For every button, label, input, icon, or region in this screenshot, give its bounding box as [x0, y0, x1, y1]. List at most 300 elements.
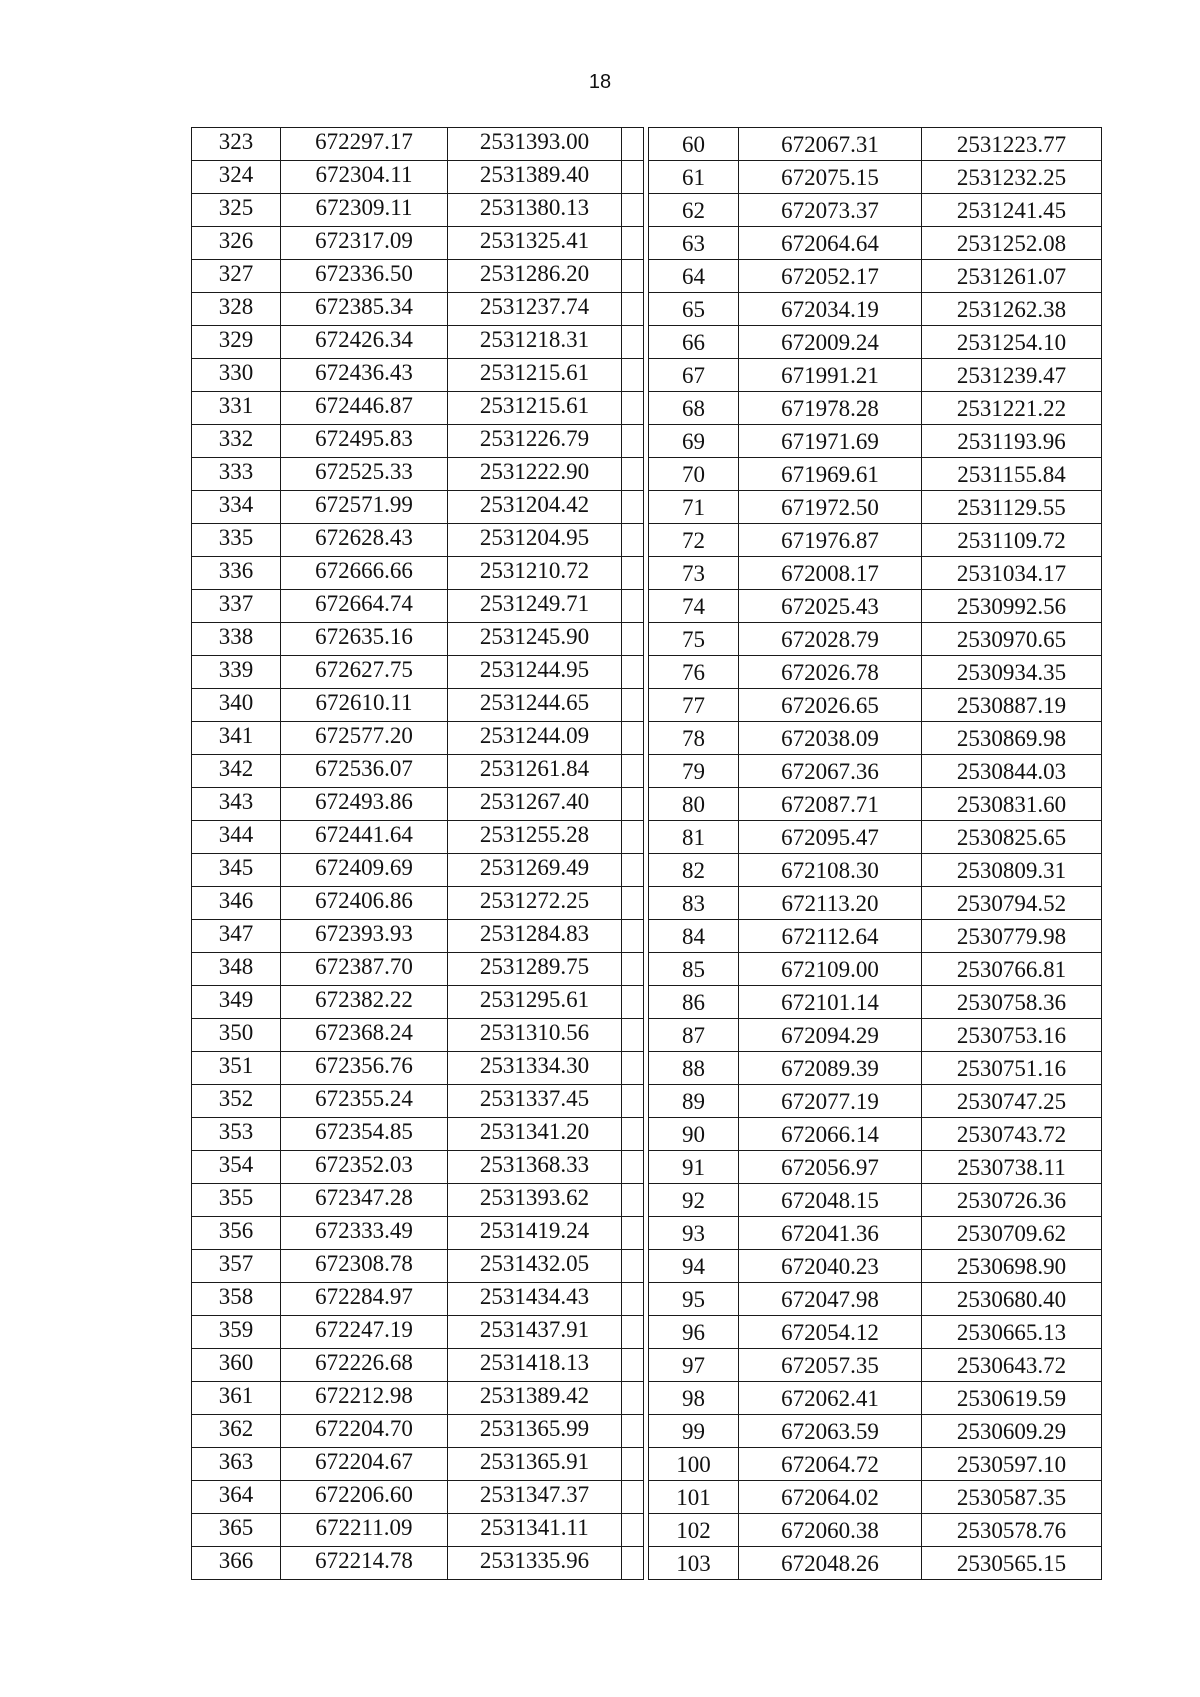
table-row	[649, 821, 1102, 854]
table-row	[649, 524, 1102, 557]
table-row	[649, 887, 1102, 920]
point-number-cell: 85	[649, 953, 739, 986]
empty-cell	[622, 1349, 644, 1382]
coordinate-table-left-body	[192, 128, 644, 1580]
table-row	[649, 1514, 1102, 1547]
y-coordinate-cell: 2530578.76	[922, 1514, 1102, 1547]
empty-cell	[622, 524, 644, 557]
x-coordinate-cell: 672393.93	[281, 920, 448, 953]
point-number-cell: 339	[192, 656, 281, 689]
table-row	[192, 986, 644, 1019]
empty-cell	[622, 326, 644, 359]
x-coordinate-cell: 672284.97	[281, 1283, 448, 1316]
y-coordinate-cell: 2530751.16	[922, 1052, 1102, 1085]
empty-cell	[622, 1514, 644, 1547]
empty-cell	[622, 755, 644, 788]
table-row	[649, 1019, 1102, 1052]
y-coordinate-cell: 2531418.13	[448, 1349, 622, 1382]
x-coordinate-cell: 672060.38	[739, 1514, 922, 1547]
x-coordinate-cell: 672077.19	[739, 1085, 922, 1118]
table-row	[649, 161, 1102, 194]
table-row	[192, 161, 644, 194]
point-number-cell: 96	[649, 1316, 739, 1349]
y-coordinate-cell: 2530970.65	[922, 623, 1102, 656]
table-row	[192, 656, 644, 689]
y-coordinate-cell: 2531289.75	[448, 953, 622, 986]
point-number-cell: 68	[649, 392, 739, 425]
table-row	[192, 1019, 644, 1052]
y-coordinate-cell: 2531341.11	[448, 1514, 622, 1547]
empty-cell	[622, 821, 644, 854]
y-coordinate-cell: 2531365.91	[448, 1448, 622, 1481]
table-row	[649, 1283, 1102, 1316]
table-row	[649, 260, 1102, 293]
point-number-cell: 327	[192, 260, 281, 293]
x-coordinate-cell: 672387.70	[281, 953, 448, 986]
table-row	[649, 194, 1102, 227]
table-row	[649, 227, 1102, 260]
point-number-cell: 86	[649, 986, 739, 1019]
point-number-cell: 362	[192, 1415, 281, 1448]
table-row	[192, 854, 644, 887]
empty-cell	[622, 953, 644, 986]
x-coordinate-cell: 672368.24	[281, 1019, 448, 1052]
point-number-cell: 337	[192, 590, 281, 623]
point-number-cell: 342	[192, 755, 281, 788]
empty-cell	[622, 1151, 644, 1184]
y-coordinate-cell: 2531218.31	[448, 326, 622, 359]
point-number-cell: 360	[192, 1349, 281, 1382]
table-row	[649, 1415, 1102, 1448]
x-coordinate-cell: 672113.20	[739, 887, 922, 920]
y-coordinate-cell: 2531419.24	[448, 1217, 622, 1250]
x-coordinate-cell: 671969.61	[739, 458, 922, 491]
table-row	[649, 128, 1102, 161]
y-coordinate-cell: 2530869.98	[922, 722, 1102, 755]
x-coordinate-cell: 672525.33	[281, 458, 448, 491]
y-coordinate-cell: 2531204.95	[448, 524, 622, 557]
y-coordinate-cell: 2531432.05	[448, 1250, 622, 1283]
point-number-cell: 69	[649, 425, 739, 458]
table-row	[192, 953, 644, 986]
y-coordinate-cell: 2530643.72	[922, 1349, 1102, 1382]
x-coordinate-cell: 672356.76	[281, 1052, 448, 1085]
x-coordinate-cell: 672034.19	[739, 293, 922, 326]
empty-cell	[622, 623, 644, 656]
table-row	[192, 458, 644, 491]
y-coordinate-cell: 2530698.90	[922, 1250, 1102, 1283]
point-number-cell: 347	[192, 920, 281, 953]
x-coordinate-cell: 672493.86	[281, 788, 448, 821]
empty-cell	[622, 458, 644, 491]
x-coordinate-cell: 672047.98	[739, 1283, 922, 1316]
y-coordinate-cell: 2531244.95	[448, 656, 622, 689]
x-coordinate-cell: 672536.07	[281, 755, 448, 788]
point-number-cell: 349	[192, 986, 281, 1019]
y-coordinate-cell: 2530758.36	[922, 986, 1102, 1019]
table-row	[192, 392, 644, 425]
x-coordinate-cell: 672064.72	[739, 1448, 922, 1481]
point-number-cell: 341	[192, 722, 281, 755]
y-coordinate-cell: 2530809.31	[922, 854, 1102, 887]
table-row	[649, 623, 1102, 656]
table-row	[649, 1448, 1102, 1481]
point-number-cell: 64	[649, 260, 739, 293]
y-coordinate-cell: 2530587.35	[922, 1481, 1102, 1514]
point-number-cell: 87	[649, 1019, 739, 1052]
y-coordinate-cell: 2530794.52	[922, 887, 1102, 920]
table-row	[192, 887, 644, 920]
x-coordinate-cell: 672112.64	[739, 920, 922, 953]
point-number-cell: 364	[192, 1481, 281, 1514]
x-coordinate-cell: 672073.37	[739, 194, 922, 227]
x-coordinate-cell: 672048.15	[739, 1184, 922, 1217]
x-coordinate-cell: 672109.00	[739, 953, 922, 986]
empty-cell	[622, 920, 644, 953]
x-coordinate-cell: 672095.47	[739, 821, 922, 854]
table-row	[649, 458, 1102, 491]
x-coordinate-cell: 672204.67	[281, 1448, 448, 1481]
y-coordinate-cell: 2530825.65	[922, 821, 1102, 854]
x-coordinate-cell: 671976.87	[739, 524, 922, 557]
y-coordinate-cell: 2531193.96	[922, 425, 1102, 458]
point-number-cell: 60	[649, 128, 739, 161]
y-coordinate-cell: 2531393.62	[448, 1184, 622, 1217]
point-number-cell: 95	[649, 1283, 739, 1316]
y-coordinate-cell: 2530619.59	[922, 1382, 1102, 1415]
empty-cell	[622, 722, 644, 755]
x-coordinate-cell: 672627.75	[281, 656, 448, 689]
x-coordinate-cell: 672056.97	[739, 1151, 922, 1184]
point-number-cell: 77	[649, 689, 739, 722]
point-number-cell: 99	[649, 1415, 739, 1448]
x-coordinate-cell: 672352.03	[281, 1151, 448, 1184]
y-coordinate-cell: 2531434.43	[448, 1283, 622, 1316]
x-coordinate-cell: 672333.49	[281, 1217, 448, 1250]
empty-cell	[622, 260, 644, 293]
x-coordinate-cell: 672354.85	[281, 1118, 448, 1151]
point-number-cell: 338	[192, 623, 281, 656]
y-coordinate-cell: 2531244.09	[448, 722, 622, 755]
empty-cell	[622, 1250, 644, 1283]
y-coordinate-cell: 2531129.55	[922, 491, 1102, 524]
point-number-cell: 98	[649, 1382, 739, 1415]
table-row	[192, 557, 644, 590]
point-number-cell: 91	[649, 1151, 739, 1184]
point-number-cell: 75	[649, 623, 739, 656]
empty-cell	[622, 359, 644, 392]
point-number-cell: 71	[649, 491, 739, 524]
y-coordinate-cell: 2530597.10	[922, 1448, 1102, 1481]
point-number-cell: 76	[649, 656, 739, 689]
table-row	[192, 194, 644, 227]
x-coordinate-cell: 672436.43	[281, 359, 448, 392]
point-number-cell: 89	[649, 1085, 739, 1118]
y-coordinate-cell: 2531272.25	[448, 887, 622, 920]
y-coordinate-cell: 2531261.07	[922, 260, 1102, 293]
x-coordinate-cell: 672087.71	[739, 788, 922, 821]
table-row	[649, 689, 1102, 722]
x-coordinate-cell: 672067.31	[739, 128, 922, 161]
coordinate-table-left	[191, 127, 644, 1580]
point-number-cell: 333	[192, 458, 281, 491]
point-number-cell: 328	[192, 293, 281, 326]
point-number-cell: 61	[649, 161, 739, 194]
x-coordinate-cell: 672628.43	[281, 524, 448, 557]
y-coordinate-cell: 2531325.41	[448, 227, 622, 260]
y-coordinate-cell: 2531210.72	[448, 557, 622, 590]
point-number-cell: 92	[649, 1184, 739, 1217]
table-row	[192, 524, 644, 557]
y-coordinate-cell: 2531393.00	[448, 128, 622, 161]
y-coordinate-cell: 2531109.72	[922, 524, 1102, 557]
x-coordinate-cell: 672101.14	[739, 986, 922, 1019]
x-coordinate-cell: 672355.24	[281, 1085, 448, 1118]
empty-cell	[622, 161, 644, 194]
point-number-cell: 324	[192, 161, 281, 194]
table-row	[192, 821, 644, 854]
y-coordinate-cell: 2530565.15	[922, 1547, 1102, 1580]
table-row	[192, 359, 644, 392]
x-coordinate-cell: 672108.30	[739, 854, 922, 887]
point-number-cell: 361	[192, 1382, 281, 1415]
empty-cell	[622, 854, 644, 887]
x-coordinate-cell: 672064.64	[739, 227, 922, 260]
table-row	[192, 755, 644, 788]
point-number-cell: 326	[192, 227, 281, 260]
y-coordinate-cell: 2530992.56	[922, 590, 1102, 623]
y-coordinate-cell: 2531255.28	[448, 821, 622, 854]
table-row	[649, 1547, 1102, 1580]
point-number-cell: 340	[192, 689, 281, 722]
point-number-cell: 366	[192, 1547, 281, 1580]
x-coordinate-cell: 672211.09	[281, 1514, 448, 1547]
y-coordinate-cell: 2530753.16	[922, 1019, 1102, 1052]
point-number-cell: 94	[649, 1250, 739, 1283]
x-coordinate-cell: 672409.69	[281, 854, 448, 887]
table-row	[192, 227, 644, 260]
empty-cell	[622, 887, 644, 920]
coordinate-table-right	[648, 127, 1102, 1580]
point-number-cell: 355	[192, 1184, 281, 1217]
y-coordinate-cell: 2531347.37	[448, 1481, 622, 1514]
table-row	[649, 1085, 1102, 1118]
point-number-cell: 90	[649, 1118, 739, 1151]
x-coordinate-cell: 672446.87	[281, 392, 448, 425]
point-number-cell: 330	[192, 359, 281, 392]
empty-cell	[622, 590, 644, 623]
point-number-cell: 345	[192, 854, 281, 887]
page-number: 18	[588, 71, 612, 93]
point-number-cell: 352	[192, 1085, 281, 1118]
x-coordinate-cell: 672347.28	[281, 1184, 448, 1217]
table-row	[192, 1283, 644, 1316]
point-number-cell: 79	[649, 755, 739, 788]
point-number-cell: 336	[192, 557, 281, 590]
point-number-cell: 67	[649, 359, 739, 392]
y-coordinate-cell: 2531310.56	[448, 1019, 622, 1052]
x-coordinate-cell: 672495.83	[281, 425, 448, 458]
x-coordinate-cell: 672008.17	[739, 557, 922, 590]
table-row	[649, 590, 1102, 623]
x-coordinate-cell: 672610.11	[281, 689, 448, 722]
y-coordinate-cell: 2531389.40	[448, 161, 622, 194]
y-coordinate-cell: 2531261.84	[448, 755, 622, 788]
point-number-cell: 84	[649, 920, 739, 953]
x-coordinate-cell: 671991.21	[739, 359, 922, 392]
empty-cell	[622, 788, 644, 821]
table-row	[192, 1382, 644, 1415]
point-number-cell: 323	[192, 128, 281, 161]
x-coordinate-cell: 672206.60	[281, 1481, 448, 1514]
table-row	[192, 326, 644, 359]
point-number-cell: 357	[192, 1250, 281, 1283]
table-row	[192, 425, 644, 458]
x-coordinate-cell: 672057.35	[739, 1349, 922, 1382]
x-coordinate-cell: 672094.29	[739, 1019, 922, 1052]
y-coordinate-cell: 2531223.77	[922, 128, 1102, 161]
x-coordinate-cell: 672317.09	[281, 227, 448, 260]
empty-cell	[622, 425, 644, 458]
y-coordinate-cell: 2530766.81	[922, 953, 1102, 986]
empty-cell	[622, 1184, 644, 1217]
y-coordinate-cell: 2531226.79	[448, 425, 622, 458]
point-number-cell: 63	[649, 227, 739, 260]
table-row	[192, 689, 644, 722]
point-number-cell: 72	[649, 524, 739, 557]
y-coordinate-cell: 2531222.90	[448, 458, 622, 491]
point-number-cell: 103	[649, 1547, 739, 1580]
y-coordinate-cell: 2530934.35	[922, 656, 1102, 689]
table-row	[192, 1250, 644, 1283]
y-coordinate-cell: 2531254.10	[922, 326, 1102, 359]
point-number-cell: 331	[192, 392, 281, 425]
point-number-cell: 97	[649, 1349, 739, 1382]
point-number-cell: 344	[192, 821, 281, 854]
y-coordinate-cell: 2531215.61	[448, 392, 622, 425]
point-number-cell: 66	[649, 326, 739, 359]
table-row	[649, 1217, 1102, 1250]
empty-cell	[622, 1217, 644, 1250]
y-coordinate-cell: 2530779.98	[922, 920, 1102, 953]
y-coordinate-cell: 2531295.61	[448, 986, 622, 1019]
y-coordinate-cell: 2531241.45	[922, 194, 1102, 227]
y-coordinate-cell: 2531380.13	[448, 194, 622, 227]
empty-cell	[622, 194, 644, 227]
table-row	[649, 788, 1102, 821]
x-coordinate-cell: 672382.22	[281, 986, 448, 1019]
x-coordinate-cell: 672406.86	[281, 887, 448, 920]
empty-cell	[622, 491, 644, 524]
table-row	[192, 1514, 644, 1547]
table-row	[649, 326, 1102, 359]
point-number-cell: 70	[649, 458, 739, 491]
table-row	[192, 491, 644, 524]
point-number-cell: 350	[192, 1019, 281, 1052]
table-row	[649, 1151, 1102, 1184]
point-number-cell: 81	[649, 821, 739, 854]
point-number-cell: 356	[192, 1217, 281, 1250]
table-row	[192, 1118, 644, 1151]
empty-cell	[622, 1415, 644, 1448]
empty-cell	[622, 689, 644, 722]
table-row	[649, 1481, 1102, 1514]
table-row	[649, 920, 1102, 953]
table-row	[192, 1217, 644, 1250]
y-coordinate-cell: 2531389.42	[448, 1382, 622, 1415]
table-row	[192, 722, 644, 755]
y-coordinate-cell: 2531239.47	[922, 359, 1102, 392]
table-row	[192, 1547, 644, 1580]
table-row	[192, 293, 644, 326]
y-coordinate-cell: 2531232.25	[922, 161, 1102, 194]
table-row	[192, 1316, 644, 1349]
point-number-cell: 363	[192, 1448, 281, 1481]
x-coordinate-cell: 672026.65	[739, 689, 922, 722]
table-row	[192, 128, 644, 161]
coordinate-table-right-body	[649, 128, 1102, 1580]
table-row	[192, 1481, 644, 1514]
table-row	[649, 1184, 1102, 1217]
y-coordinate-cell: 2531269.49	[448, 854, 622, 887]
y-coordinate-cell: 2531262.38	[922, 293, 1102, 326]
x-coordinate-cell: 672038.09	[739, 722, 922, 755]
table-row	[649, 1316, 1102, 1349]
x-coordinate-cell: 672064.02	[739, 1481, 922, 1514]
y-coordinate-cell: 2530743.72	[922, 1118, 1102, 1151]
table-row	[649, 1250, 1102, 1283]
table-row	[649, 854, 1102, 887]
empty-cell	[622, 128, 644, 161]
y-coordinate-cell: 2530738.11	[922, 1151, 1102, 1184]
table-row	[649, 491, 1102, 524]
table-row	[649, 392, 1102, 425]
y-coordinate-cell: 2531034.17	[922, 557, 1102, 590]
table-row	[649, 1118, 1102, 1151]
point-number-cell: 102	[649, 1514, 739, 1547]
point-number-cell: 80	[649, 788, 739, 821]
table-row	[192, 1448, 644, 1481]
empty-cell	[622, 293, 644, 326]
x-coordinate-cell: 672040.23	[739, 1250, 922, 1283]
table-row	[192, 1052, 644, 1085]
empty-cell	[622, 557, 644, 590]
y-coordinate-cell: 2531155.84	[922, 458, 1102, 491]
y-coordinate-cell: 2531284.83	[448, 920, 622, 953]
table-row	[192, 788, 644, 821]
table-row	[192, 1151, 644, 1184]
table-row	[649, 986, 1102, 1019]
y-coordinate-cell: 2531244.65	[448, 689, 622, 722]
x-coordinate-cell: 672067.36	[739, 755, 922, 788]
y-coordinate-cell: 2531286.20	[448, 260, 622, 293]
table-row	[649, 656, 1102, 689]
y-coordinate-cell: 2531334.30	[448, 1052, 622, 1085]
y-coordinate-cell: 2530844.03	[922, 755, 1102, 788]
x-coordinate-cell: 672009.24	[739, 326, 922, 359]
table-row	[649, 722, 1102, 755]
empty-cell	[622, 1547, 644, 1580]
x-coordinate-cell: 672309.11	[281, 194, 448, 227]
x-coordinate-cell: 672089.39	[739, 1052, 922, 1085]
empty-cell	[622, 392, 644, 425]
x-coordinate-cell: 672308.78	[281, 1250, 448, 1283]
y-coordinate-cell: 2531341.20	[448, 1118, 622, 1151]
x-coordinate-cell: 672385.34	[281, 293, 448, 326]
table-row	[649, 1349, 1102, 1382]
x-coordinate-cell: 672214.78	[281, 1547, 448, 1580]
empty-cell	[622, 227, 644, 260]
